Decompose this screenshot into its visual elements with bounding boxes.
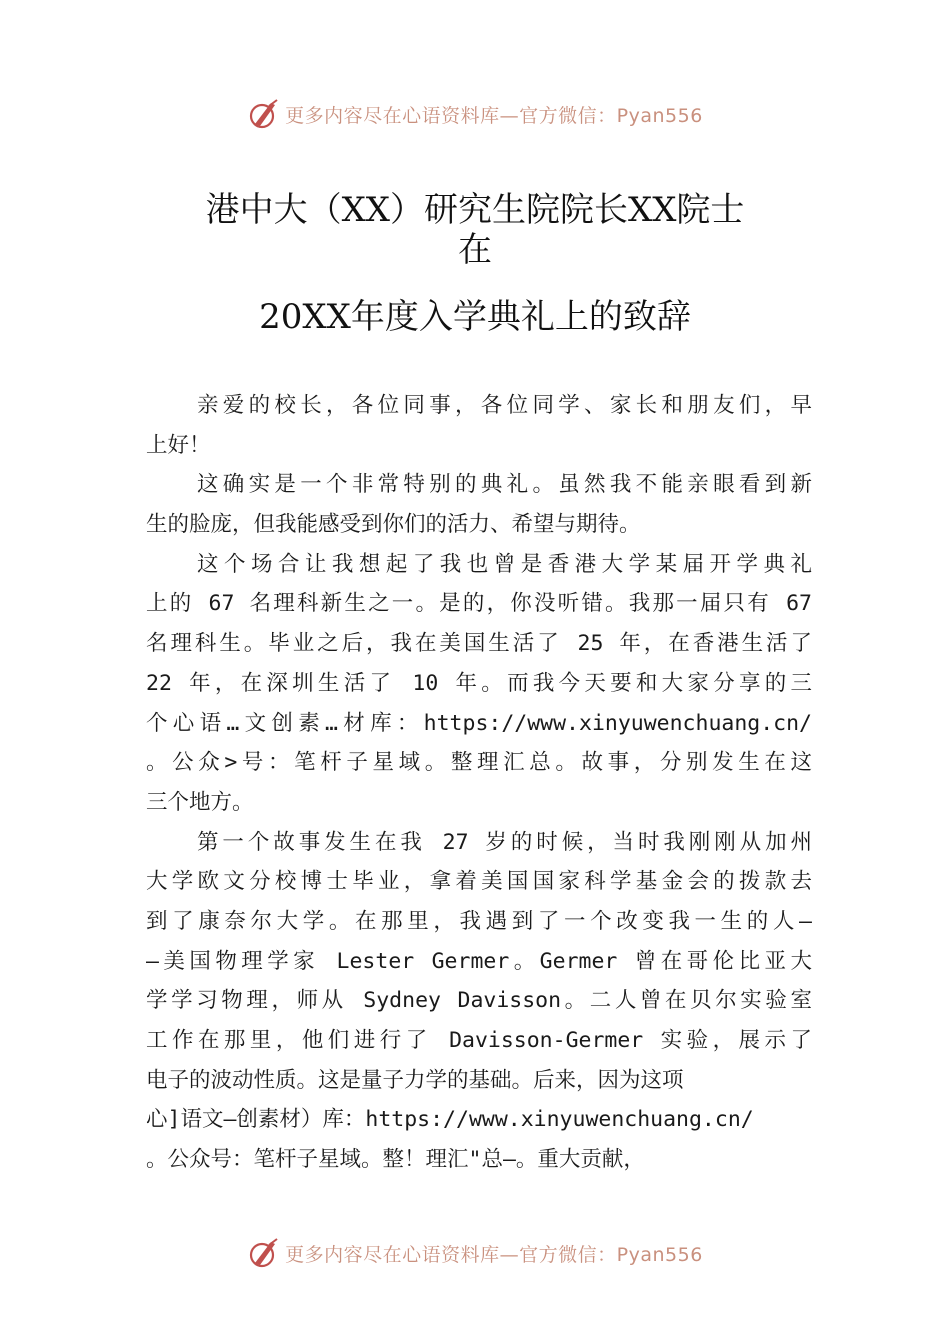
quill-pen-logo-icon: [247, 1236, 281, 1270]
watermark-text: 更多内容尽在心语资料库—官方微信：Pyan556: [285, 1243, 703, 1266]
footer-watermark-banner: [0, 1233, 950, 1273]
title-line-3: 20XX年度入学典礼上的致辞: [259, 297, 691, 337]
text-line: 这个场合让我想起了我也曾是香港大学某届开学典礼: [197, 551, 812, 577]
text-line: 三个地方。: [146, 789, 254, 815]
text-line: 生的脸庞，但我能感受到你们的活力、希望与期待。: [146, 512, 641, 538]
quill-pen-logo-icon: [247, 97, 281, 131]
text-line: 大学欧文分校博士毕业，拿着美国国家科学基金会的拨款去: [146, 869, 812, 895]
header-watermark-banner: [0, 94, 950, 134]
text-line: 这确实是一个非常特别的典礼。虽然我不能亲眼看到新: [197, 472, 812, 498]
text-line: 。公众号：笔杆子星域。整！理汇"总—。重大贡献，: [146, 1147, 645, 1173]
text-line: 名理科生。毕业之后，我在美国生活了 25 年，在香港生活了: [146, 631, 812, 657]
text-line: —美国物理学家 Lester Germer。Germer 曾在哥伦比亚大: [146, 948, 812, 974]
watermark-text: 更多内容尽在心语资料库—官方微信：Pyan556: [285, 104, 703, 127]
text-line: 亲爱的校长，各位同事，各位同学、家长和朋友们，早: [197, 393, 812, 418]
text-line: 上的 67 名理科新生之一。是的，你没听错。我那一届只有 67: [146, 591, 812, 617]
text-line: 工作在那里，他们进行了 Davisson-Germer 实验，展示了: [146, 1028, 812, 1053]
text-line: 电子的波动性质。这是量子力学的基础。后来，因为这项: [146, 1067, 684, 1093]
title-line-2: 在: [458, 230, 492, 270]
text-line: 到了康奈尔大学。在那里，我遇到了一个改变我一生的人—: [146, 908, 812, 934]
text-line: 第一个故事发生在我 27 岁的时候，当时我刚刚从加州: [197, 829, 812, 855]
text-line: 22 年，在深圳生活了 10 年。而我今天要和大家分享的三: [146, 670, 812, 696]
text-line: 。公众>号：笔杆子星域。整理汇总。故事，分别发生在这: [146, 750, 812, 776]
title-line-1: 港中大（XX）研究生院院长XX院士: [205, 190, 745, 230]
speech-body: [146, 386, 812, 1180]
text-line: 学学习物理，师从 Sydney Davisson。二人曾在贝尔实验室: [146, 988, 812, 1014]
text-line: 个心语…文创素…材库：https://www.xinyuwenchuang.cn/: [146, 710, 812, 736]
text-line: 上好！: [146, 432, 211, 458]
text-line: 心]语文—创素材）库：https://www.xinyuwenchuang.cn/: [146, 1107, 754, 1133]
